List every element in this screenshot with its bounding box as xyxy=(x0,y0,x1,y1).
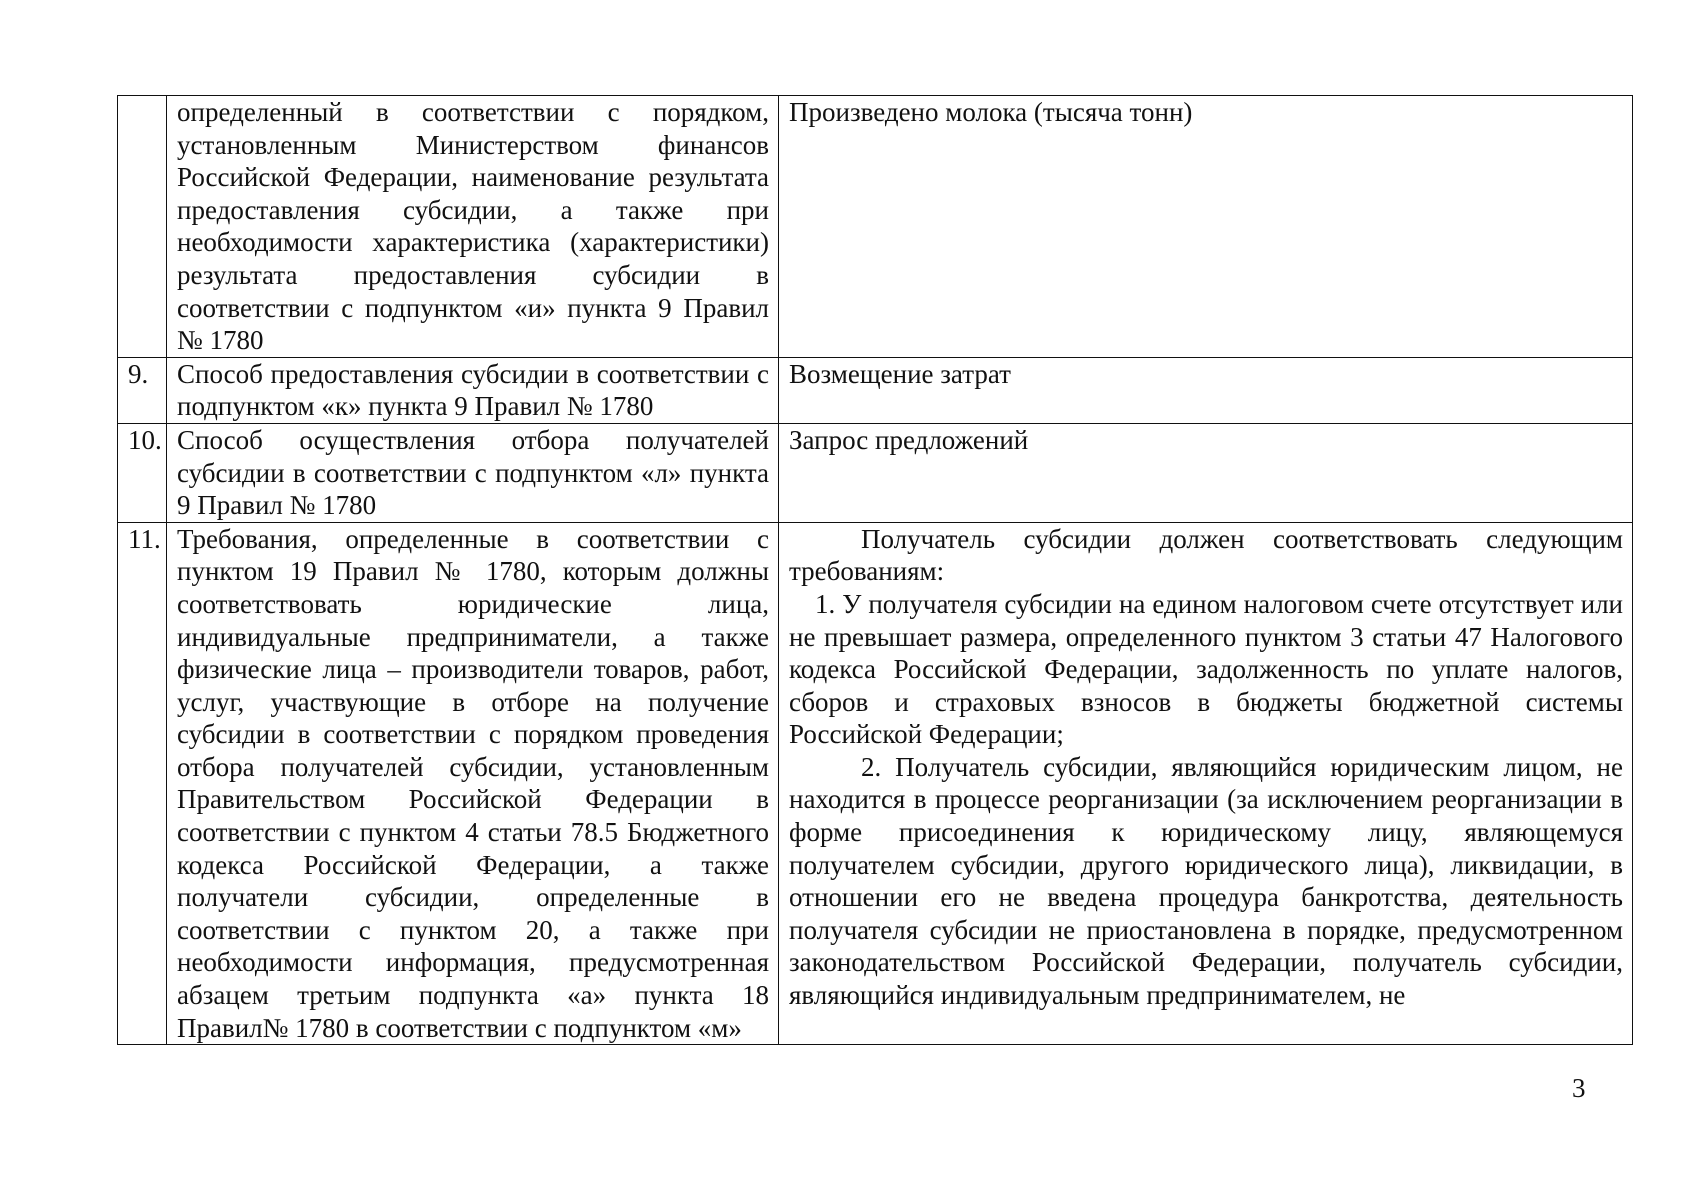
table-row xyxy=(118,423,1633,522)
row-description: Способ осуществления отбора получателей субсидии в соответствии с подпунктом «л» пункта 9 Правил № 1780 xyxy=(167,423,779,522)
row-value-text: Запрос предложений xyxy=(789,424,1029,455)
row-number: 10. xyxy=(118,423,167,522)
row-description: Способ предоставления субсидии в соответствии с подпунктом «к» пункта 9 Правил № 1780 xyxy=(167,357,779,423)
row-description: определенный в соответствии с порядком, установленным Министерством финансов Российской Федерации, наименование результата предоставления субсидии, а также при необходимости характеристика (характеристики) результата предоставления субсидии в соответствии с подпунктом «и» пункта 9 Правил № 1780 xyxy=(167,96,779,358)
row-value xyxy=(779,522,1633,1045)
row-value xyxy=(779,357,1633,423)
requirements-table xyxy=(117,95,1633,1045)
row-value xyxy=(779,96,1633,358)
table-row xyxy=(118,522,1633,1045)
table-row xyxy=(118,96,1633,358)
requirement-item-1: 1. У получателя субсидии на едином налоговом счете отсутствует или не превышает размера, определенного пунктом 3 статьи 47 Налогового кодекса Российской Федерации, задолженность по уплате налогов, сборов и страховых взносов в бюджеты бюджетной системы Российской Федерации; xyxy=(789,588,1623,750)
row-number: 9. xyxy=(118,357,167,423)
row-value xyxy=(779,423,1633,522)
row-number xyxy=(118,96,167,358)
table-row xyxy=(118,357,1633,423)
requirements-intro: Получатель субсидии должен соответствовать следующим требованиям: xyxy=(789,523,1623,587)
row-number: 11. xyxy=(118,522,167,1045)
row-description: Требования, определенные в соответствии с пунктом 19 Правил № 1780, которым должны соответствовать юридические лица, индивидуальные предприниматели, а также физические лица – производители товаров, работ, услуг, участвующие в отборе на получение субсидии в соответствии с порядком проведения отбора получателей субсидии, установленным Правительством Российской Федерации в соответствии с пунктом 4 статьи 78.5 Бюджетного кодекса Российской Федерации, а также получатели субсидии, определенные в соответствии с пунктом 20, а также при необходимости информация, предусмотренная абзацем третьим подпункта «а» пункта 18 Правил№ 1780 в соответствии с подпунктом «м» xyxy=(167,522,779,1045)
requirement-item-2: 2. Получатель субсидии, являющийся юридическим лицом, не находится в процессе реорганизации (за исключением реорганизации в форме присоединения к юридическому лицу, являющемуся получателем субсидии, другого юридического лица), ликвидации, в отношении его не введена процедура банкротства, деятельность получателя субсидии не приостановлена в порядке, предусмотренном законодательством Российской Федерации, получатель субсидии, являющийся индивидуальным предпринимателем, не xyxy=(789,751,1623,1011)
page-number: 3 xyxy=(1572,1073,1586,1103)
row-value-text: Произведено молока (тысяча тонн) xyxy=(789,97,1193,127)
row-value-text: Возмещение затрат xyxy=(789,358,1011,389)
